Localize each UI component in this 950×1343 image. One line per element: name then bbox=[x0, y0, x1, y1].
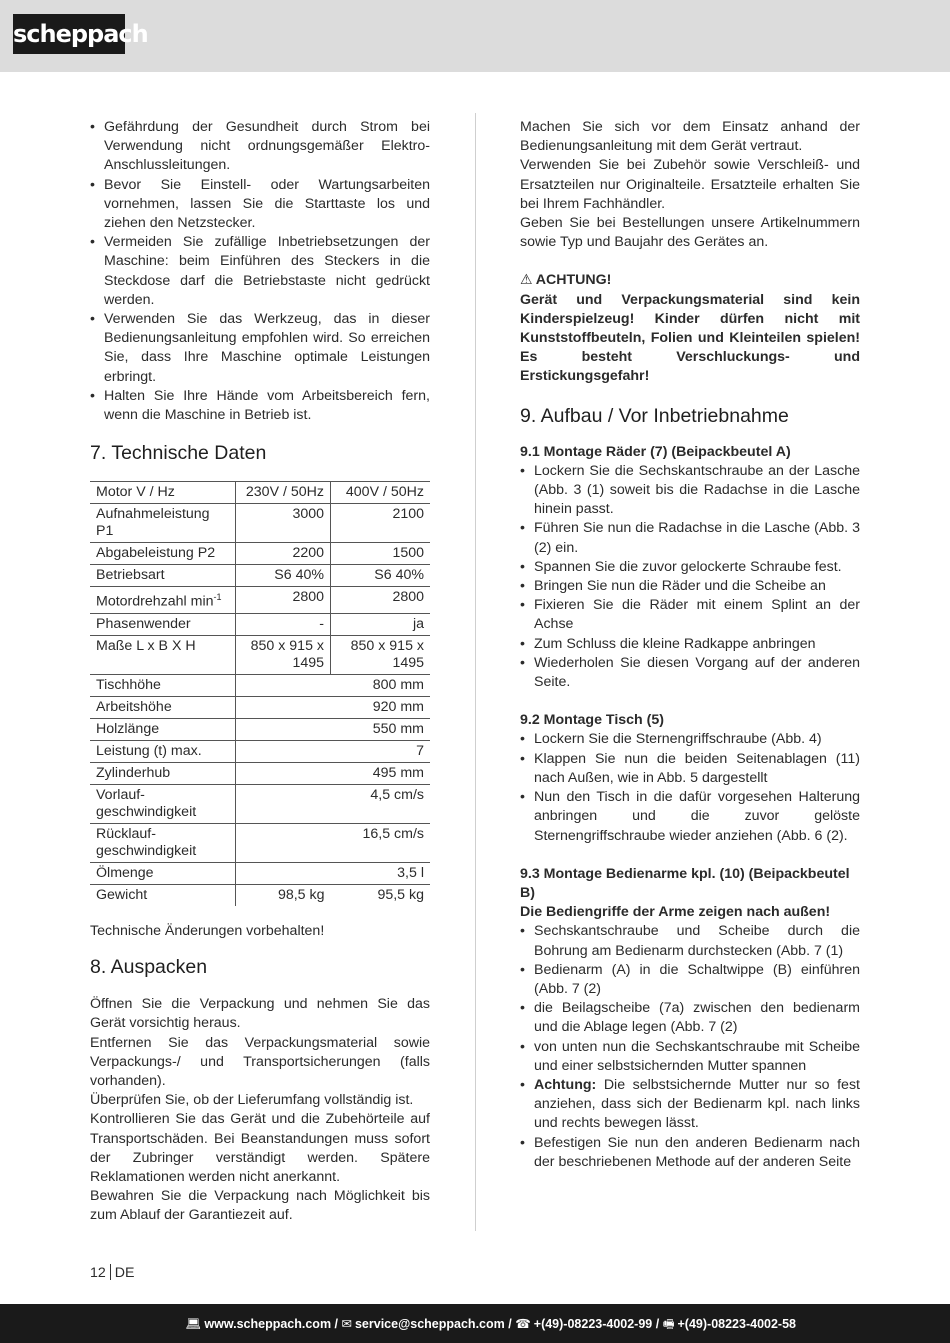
section-9-title: 9. Aufbau / Vor Inbetriebnahme bbox=[520, 404, 789, 427]
spec-label: Vorlauf-geschwindigkeit bbox=[90, 784, 236, 823]
spec-value: 2100 bbox=[331, 504, 431, 543]
paragraph: Geben Sie bei Bestellungen unsere Artikelnummern sowie Typ und Baujahr des Gerätes an. bbox=[520, 215, 860, 251]
table-row bbox=[90, 482, 430, 504]
subsection-9-3-title: 9.3 Montage Bedienarme kpl. (10) (Beipackbeutel B) bbox=[520, 865, 850, 901]
envelope-icon: ✉ bbox=[341, 1317, 352, 1331]
scheppach-logo: scheppach bbox=[13, 14, 125, 54]
paragraph: Entfernen Sie das Verpackungsmaterial sowie Verpackungs-/ und Transportsicherungen (falls vorhanden). bbox=[90, 1034, 430, 1089]
spec-label: Rücklauf-geschwindigkeit bbox=[90, 823, 236, 862]
page-number bbox=[90, 1264, 135, 1281]
spec-value: 2800 bbox=[236, 587, 331, 614]
table-row bbox=[90, 635, 430, 674]
spec-value: 2800 bbox=[331, 587, 431, 614]
list-item: • Sechskantschraube und Scheibe durch die Bohrung am Bedienarm durchstecken (Abb. 7 (1) bbox=[520, 922, 860, 960]
spec-label-text: Motordrehzahl min bbox=[96, 593, 214, 610]
list-item: • Verwenden Sie das Werkzeug, das in dieser Bedienungsanleitung empfohlen wird. So erreichen Sie, dass Ihre Maschine optimale Leistungen erbringt. bbox=[90, 310, 430, 387]
list-item: • Lockern Sie die Sechskantschraube an der Lasche (Abb. 3 (1) soweit bis die Radachse in die Lasche hinein passt. bbox=[520, 462, 860, 520]
spec-value: 400V / 50Hz bbox=[331, 482, 431, 504]
spec-value: 920 mm bbox=[236, 696, 431, 718]
list-item: • Spannen Sie die zuvor gelockerte Schraube fest. bbox=[520, 558, 860, 577]
spec-label: Ölmenge bbox=[90, 862, 236, 884]
list-item: • Lockern Sie die Sternengriffschraube (Abb. 4) bbox=[520, 730, 860, 749]
footer-contact bbox=[186, 1315, 796, 1336]
spec-value: 850 x 915 x 1495 bbox=[236, 635, 331, 674]
table-row bbox=[90, 740, 430, 762]
footer-web[interactable]: www.scheppach.com / bbox=[204, 1317, 339, 1331]
list-item: • Nun den Tisch in die dafür vorgesehen Halterung anbringen und die zuvor gelöste Sternengriffschraube wieder anziehen (Abb. 6 (2). bbox=[520, 788, 860, 846]
spec-value: S6 40% bbox=[236, 565, 331, 587]
warning-text: Gerät und Verpackungsmaterial sind kein Kinderspielzeug! Kinder dürfen nicht mit Kunststoffbeuteln, Folien und Kleinteilen spielen! Es besteht Verschluckungs- und Erstickungsgefahr! bbox=[520, 291, 860, 385]
spec-value: 550 mm bbox=[236, 718, 431, 740]
spec-label: Abgabeleistung P2 bbox=[90, 543, 236, 565]
section-8-body bbox=[90, 995, 430, 1225]
left-column bbox=[90, 118, 430, 1226]
warning-icon: ⚠ bbox=[520, 272, 533, 289]
list-item: • Klappen Sie nun die beiden Seitenablagen (11) nach Außen, wie in Abb. 5 dargestellt bbox=[520, 750, 860, 788]
subsection-9-3-note: Die Bediengriffe der Arme zeigen nach außen! bbox=[520, 904, 831, 921]
list-item: • Befestigen Sie nun den anderen Bedienarm nach der beschriebenen Methode auf der anderen Seite bbox=[520, 1134, 860, 1172]
separator bbox=[110, 1264, 111, 1280]
section-7-title: 7. Technische Daten bbox=[90, 442, 267, 465]
table-row bbox=[90, 884, 430, 906]
tech-note: Technische Änderungen vorbehalten! bbox=[90, 922, 325, 939]
paragraph: Kontrollieren Sie das Gerät und die Zubehörteile auf Transportschäden. Bei Beanstandungen muss sofort der Zubringer verständigt werden. Spätere Reklamationen werden nicht anerkannt. bbox=[90, 1111, 430, 1186]
subsection-9-2-title: 9.2 Montage Tisch (5) bbox=[520, 712, 665, 729]
page-footer bbox=[0, 1304, 950, 1343]
spec-value: 16,5 cm/s bbox=[236, 823, 431, 862]
subsection-9-2-list bbox=[520, 730, 860, 845]
spec-value: S6 40% bbox=[331, 565, 431, 587]
spec-value: ja bbox=[331, 613, 431, 635]
spec-label: Aufnahmeleistung P1 bbox=[90, 504, 236, 543]
phone-icon: ☎ bbox=[515, 1317, 531, 1331]
warning-title-text: ACHTUNG! bbox=[535, 272, 612, 289]
spec-label: Tischhöhe bbox=[90, 674, 236, 696]
spec-value: 98,5 kg bbox=[277, 886, 325, 903]
spec-label: Betriebsart bbox=[90, 565, 236, 587]
spec-value: 95,5 kg bbox=[377, 886, 424, 903]
spec-value: 1500 bbox=[331, 543, 431, 565]
subsection-9-1-list bbox=[520, 462, 860, 692]
spec-value: 850 x 915 x 1495 bbox=[331, 635, 431, 674]
paragraph: Verwenden Sie bei Zubehör sowie Verschleiß- und Ersatzteilen nur Originalteile. Ersatzteile erhalten Sie bei Ihrem Fachhändler. bbox=[520, 157, 860, 212]
spec-label: Zylinderhub bbox=[90, 762, 236, 784]
page-header bbox=[0, 0, 950, 72]
warning-title bbox=[520, 271, 860, 290]
spec-label: Maße L x B X H bbox=[90, 635, 236, 674]
spec-label: Leistung (t) max. bbox=[90, 740, 236, 762]
spec-value: 4,5 cm/s bbox=[236, 784, 431, 823]
spec-label: Gewicht bbox=[90, 884, 236, 906]
list-item: • Bringen Sie nun die Räder und die Scheibe an bbox=[520, 577, 860, 596]
table-row bbox=[90, 696, 430, 718]
table-row bbox=[90, 823, 430, 862]
table-row bbox=[90, 718, 430, 740]
spec-value: 3000 bbox=[236, 504, 331, 543]
table-row bbox=[90, 862, 430, 884]
list-item: • Fixieren Sie die Räder mit einem Splint an der Achse bbox=[520, 596, 860, 634]
achtung-text: Die selbstsichernde Mutter nur so fest anziehen, dass sich der Bedienarm kpl. nach links und rechts bewegen lässt. bbox=[534, 1076, 860, 1132]
achtung-label: Achtung: bbox=[534, 1076, 597, 1093]
paragraph: Machen Sie sich vor dem Einsatz anhand der Bedienungsanleitung mit dem Gerät vertraut. bbox=[520, 119, 860, 155]
spec-value: 800 mm bbox=[236, 674, 431, 696]
list-item: • Zum Schluss die kleine Radkappe anbringen bbox=[520, 635, 860, 654]
warning-box bbox=[520, 271, 860, 386]
spec-table bbox=[90, 481, 430, 906]
section-8-title: 8. Auspacken bbox=[90, 956, 208, 979]
table-row bbox=[90, 784, 430, 823]
list-item: • von unten nun die Sechskantschraube mit Scheibe und einer selbstsichernden Mutter spannen bbox=[520, 1038, 860, 1076]
computer-icon: 💻︎ bbox=[185, 1317, 202, 1331]
list-item: • Vermeiden Sie zufällige Inbetriebsetzungen der Maschine: beim Einführen des Steckers in die Steckdose darf die Betriebstaste nicht gedrückt werden. bbox=[90, 233, 430, 310]
page-number-value: 12 bbox=[90, 1265, 106, 1281]
spec-value: 230V / 50Hz bbox=[236, 482, 331, 504]
table-row bbox=[90, 762, 430, 784]
spec-value: 495 mm bbox=[236, 762, 431, 784]
footer-phone: +(49)-08223-4002-99 / bbox=[533, 1317, 660, 1331]
table-row bbox=[90, 565, 430, 587]
footer-mail[interactable]: service@scheppach.com / bbox=[354, 1317, 512, 1331]
list-item: • Bevor Sie Einstell- oder Wartungsarbeiten vornehmen, lassen Sie die Starttaste los und ziehen den Netzstecker. bbox=[90, 176, 430, 234]
spec-value: 7 bbox=[236, 740, 431, 762]
spec-value: 3,5 l bbox=[236, 862, 431, 884]
list-item: • Gefährdung der Gesundheit durch Strom bei Verwendung nicht ordnungsgemäßer Elektro-Anschlussleitungen. bbox=[90, 118, 430, 176]
column-divider bbox=[475, 113, 476, 1231]
language-code: DE bbox=[114, 1265, 135, 1281]
paragraph: Bewahren Sie die Verpackung nach Möglichkeit bis zum Ablauf der Garantiezeit auf. bbox=[90, 1188, 430, 1224]
table-row bbox=[90, 543, 430, 565]
fax-icon: 🖷︎ bbox=[662, 1317, 675, 1331]
spec-label: Motor V / Hz bbox=[90, 482, 236, 504]
subsection-9-3-list bbox=[520, 922, 860, 1172]
list-item: • Wiederholen Sie diesen Vorgang auf der anderen Seite. bbox=[520, 654, 860, 692]
table-row bbox=[90, 587, 430, 614]
paragraph: Öffnen Sie die Verpackung und nehmen Sie das Gerät vorsichtig heraus. bbox=[90, 996, 430, 1032]
spec-value: 2200 bbox=[236, 543, 331, 565]
spec-label: Phasenwender bbox=[90, 613, 236, 635]
subsection-9-1-title: 9.1 Montage Räder (7) (Beipackbeutel A) bbox=[520, 443, 791, 460]
spec-label bbox=[90, 587, 236, 614]
table-row bbox=[90, 504, 430, 543]
list-item: • Führen Sie nun die Radachse in die Lasche (Abb. 3 (2) ein. bbox=[520, 519, 860, 557]
footer-fax: +(49)-08223-4002-58 bbox=[677, 1317, 796, 1331]
superscript: -1 bbox=[213, 592, 222, 603]
list-item: • Bedienarm (A) in die Schaltwippe (B) einführen (Abb. 7 (2) bbox=[520, 961, 860, 999]
list-item: • die Beilagscheibe (7a) zwischen den bedienarm und die Ablage legen (Abb. 7 (2) bbox=[520, 999, 860, 1037]
list-item bbox=[520, 1076, 860, 1134]
table-row bbox=[90, 674, 430, 696]
spec-label: Arbeitshöhe bbox=[90, 696, 236, 718]
table-row bbox=[90, 613, 430, 635]
list-item: • Halten Sie Ihre Hände vom Arbeitsbereich fern, wenn die Maschine in Betrieb ist. bbox=[90, 387, 430, 425]
spec-label: Holzlänge bbox=[90, 718, 236, 740]
right-column bbox=[520, 118, 860, 1172]
spec-value: - bbox=[236, 613, 331, 635]
safety-list bbox=[90, 118, 430, 425]
paragraph: Überprüfen Sie, ob der Lieferumfang vollständig ist. bbox=[90, 1092, 414, 1109]
